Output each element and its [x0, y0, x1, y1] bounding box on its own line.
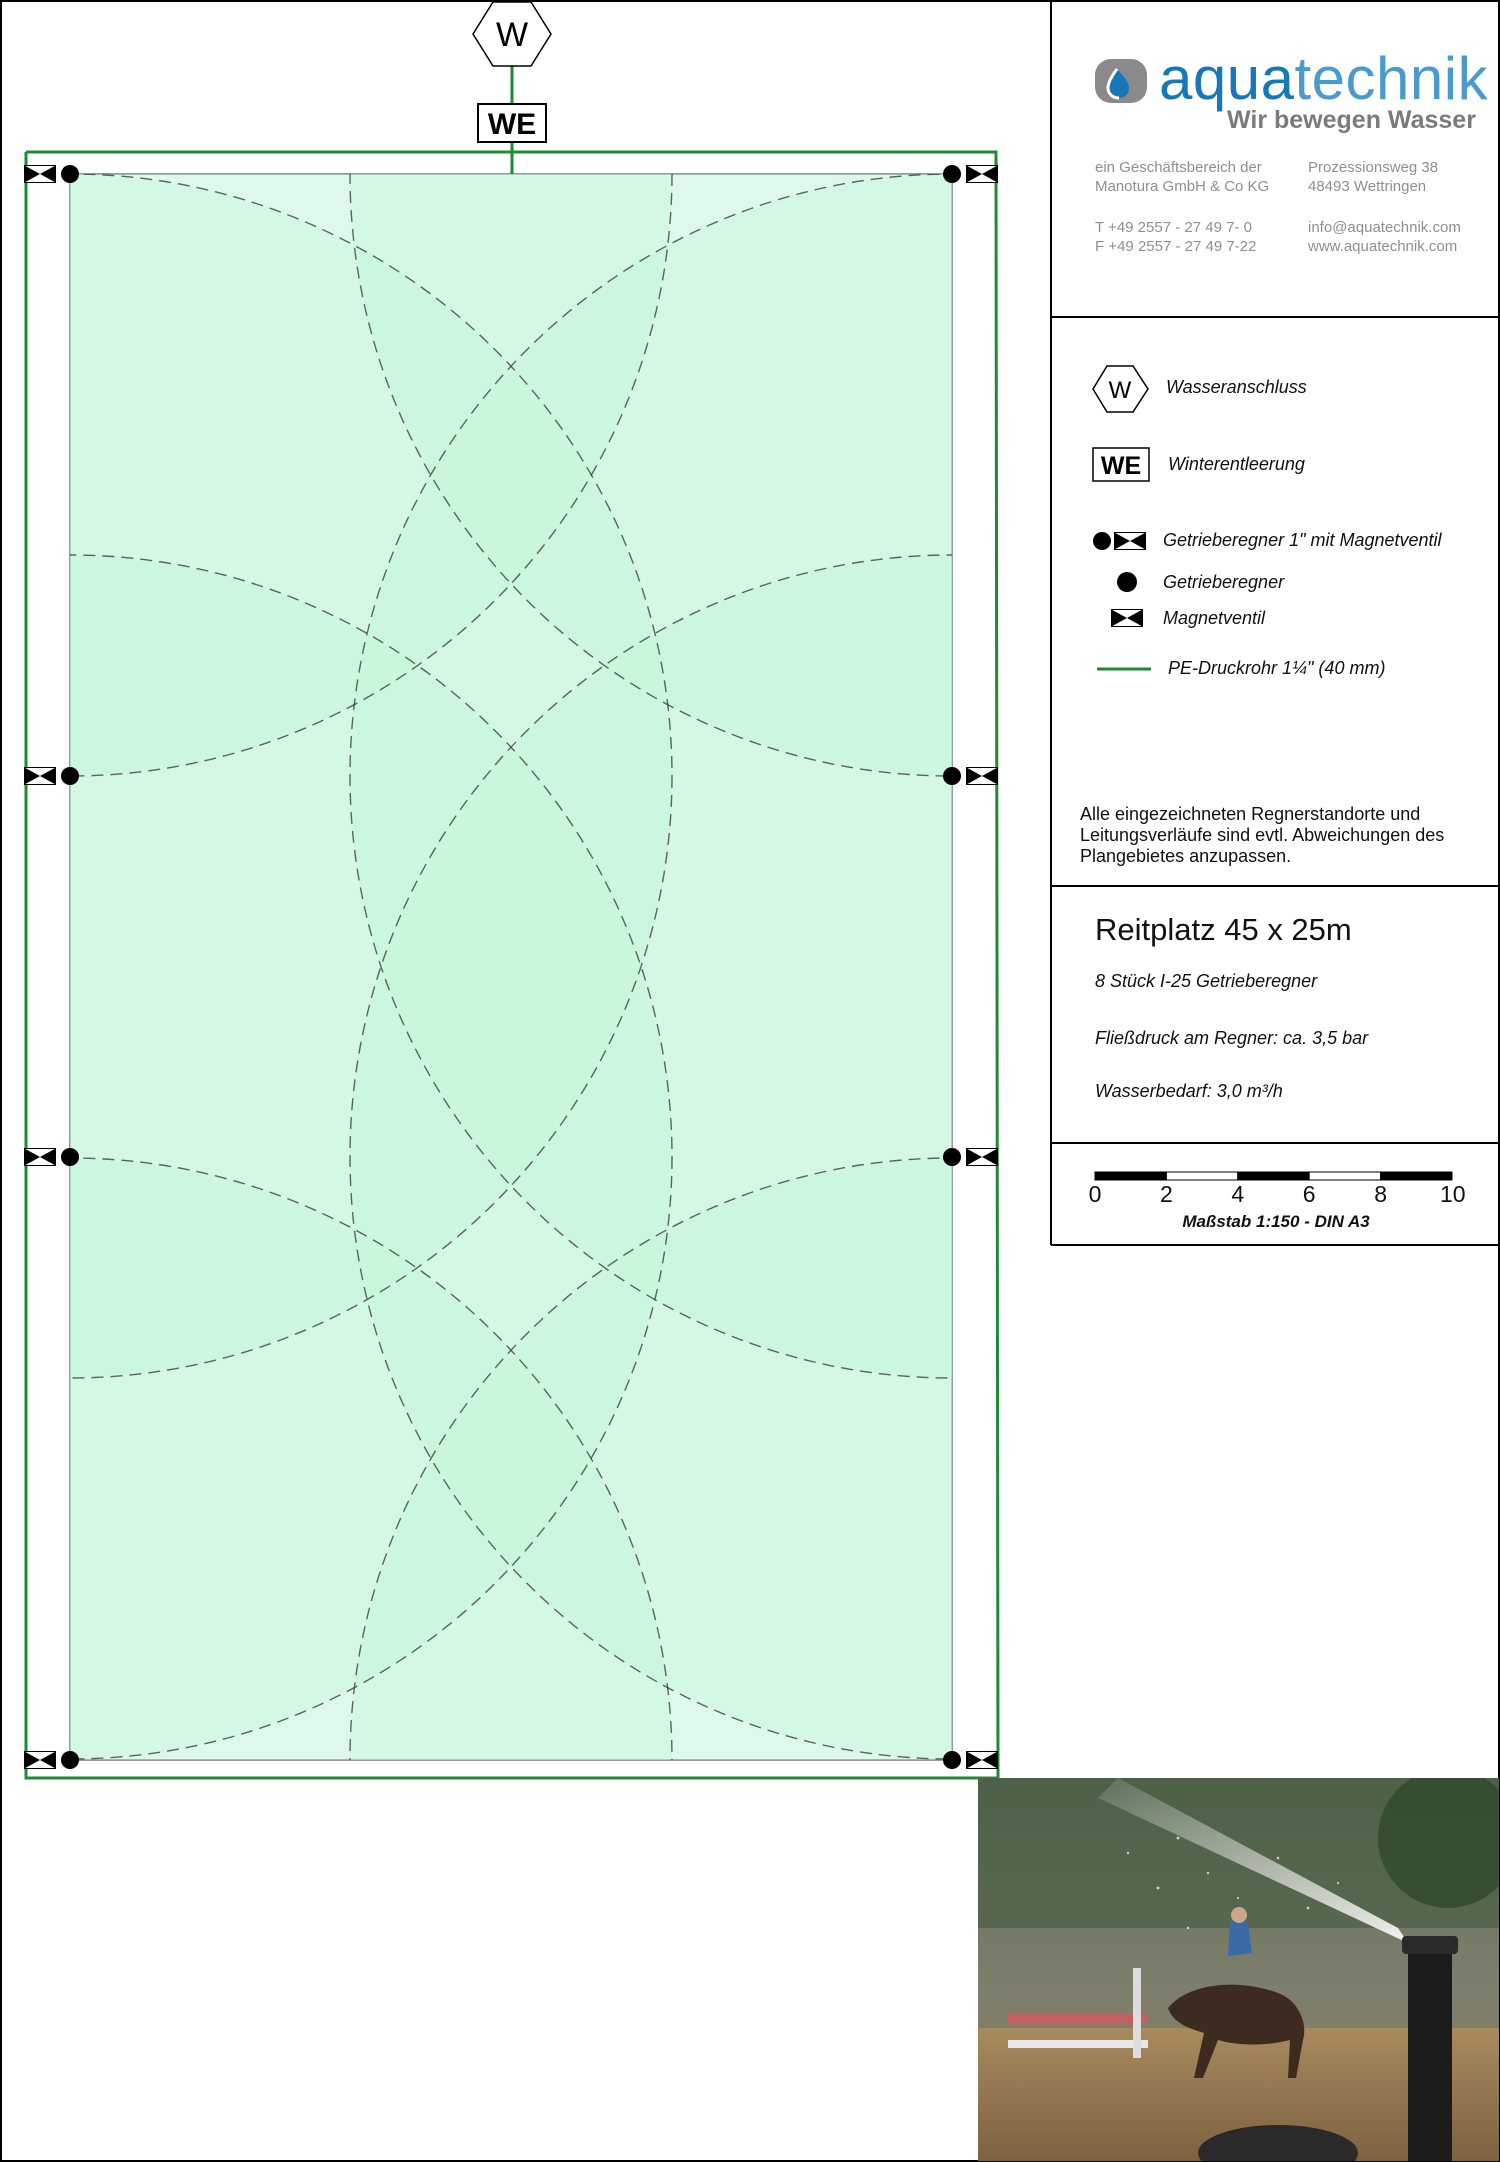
- winter-drain-letters: WE: [487, 108, 537, 141]
- legend-drain-letters: WE: [1100, 452, 1142, 480]
- legend-sprinkler-icon: [1117, 572, 1137, 592]
- water-connection-letter: W: [495, 16, 529, 54]
- legend-water-letter: W: [1108, 377, 1132, 404]
- magnet-valve-2: [967, 166, 998, 183]
- legend-water-label: Wasseranschluss: [1166, 377, 1307, 397]
- sprinkler-head-7: [61, 1751, 79, 1769]
- division-line-2: Manotura GmbH & Co KG: [1095, 178, 1270, 195]
- magnet-valve-4: [967, 768, 998, 785]
- project-water-demand: Wasserbedarf: 3,0 m³/h: [1095, 1081, 1283, 1101]
- sprinkler-head-2: [943, 165, 961, 183]
- legend-sprinkler-label: Getrieberegner: [1163, 572, 1285, 592]
- division-line-1: ein Geschäftsbereich der: [1095, 159, 1262, 176]
- sprinkler-head-5: [61, 1148, 79, 1166]
- note-line-1: Alle eingezeichneten Regnerstandorte und: [1080, 804, 1421, 824]
- legend-valve-icon: [1112, 610, 1143, 627]
- note-line-2: Leitungsverläufe sind evtl. Abweichungen des: [1080, 825, 1445, 845]
- company-city: 48493 Wettringen: [1308, 178, 1427, 195]
- project-sprinkler-count: 8 Stück I-25 Getrieberegner: [1095, 971, 1318, 991]
- scale-segment-1: [1095, 1172, 1166, 1180]
- sprinkler-photo: [978, 1778, 1499, 2161]
- magnet-valve-1: [25, 166, 56, 183]
- brand-name-aqua: aqua: [1159, 45, 1295, 112]
- scale-segment-4: [1309, 1172, 1380, 1180]
- project-title: Reitplatz 45 x 25m: [1095, 912, 1352, 947]
- magnet-valve-8: [967, 1752, 998, 1769]
- scale-tick-4: 4: [1231, 1181, 1245, 1207]
- scale-segment-2: [1166, 1172, 1237, 1180]
- sprinkler-head-8: [943, 1751, 961, 1769]
- scale-tick-8: 8: [1374, 1181, 1387, 1207]
- legend-combo-sprinkler-icon: [1093, 532, 1111, 550]
- scale-segment-5: [1381, 1172, 1452, 1180]
- legend-combo-valve-icon: [1115, 533, 1146, 550]
- sprinkler-head-6: [943, 1148, 961, 1166]
- scale-caption: Maßstab 1:150 - DIN A3: [1182, 1212, 1370, 1231]
- legend-combo-label: Getrieberegner 1" mit Magnetventil: [1163, 530, 1442, 550]
- magnet-valve-3: [25, 768, 56, 785]
- sprinkler-head-1: [61, 165, 79, 183]
- project-pressure: Fließdruck am Regner: ca. 3,5 bar: [1095, 1028, 1369, 1048]
- layout-note: [1080, 804, 1490, 867]
- sprinkler-photo-image: [978, 1778, 1499, 2161]
- brand-name-technik: technik: [1294, 45, 1489, 112]
- brand-tagline: Wir bewegen Wasser: [1227, 106, 1476, 134]
- magnet-valve-7: [25, 1752, 56, 1769]
- note-line-3: Plangebietes anzupassen.: [1080, 846, 1292, 866]
- scale-segment-3: [1238, 1172, 1309, 1180]
- scale-tick-10: 10: [1440, 1181, 1466, 1207]
- company-phone: T +49 2557 - 27 49 7- 0: [1095, 219, 1252, 236]
- company-street: Prozessionsweg 38: [1308, 159, 1439, 176]
- sprinkler-head-3: [61, 767, 79, 785]
- water-drop-logo-icon: [1093, 57, 1149, 105]
- legend-valve-label: Magnetventil: [1163, 608, 1266, 628]
- sprinkler-head-4: [943, 767, 961, 785]
- legend-drain-label: Winterentleerung: [1168, 454, 1305, 474]
- scale-tick-6: 6: [1302, 1181, 1316, 1207]
- scale-bar: [1095, 1172, 1452, 1180]
- company-email[interactable]: info@aquatechnik.com: [1308, 219, 1461, 236]
- company-web[interactable]: www.aquatechnik.com: [1308, 238, 1458, 255]
- scale-tick-2: 2: [1159, 1181, 1173, 1207]
- magnet-valve-5: [25, 1149, 56, 1166]
- magnet-valve-6: [967, 1149, 998, 1166]
- company-fax: F +49 2557 - 27 49 7-22: [1095, 238, 1257, 255]
- legend-pipe-label: PE-Druckrohr 1¼" (40 mm): [1168, 658, 1386, 678]
- scale-tick-0: 0: [1088, 1181, 1102, 1207]
